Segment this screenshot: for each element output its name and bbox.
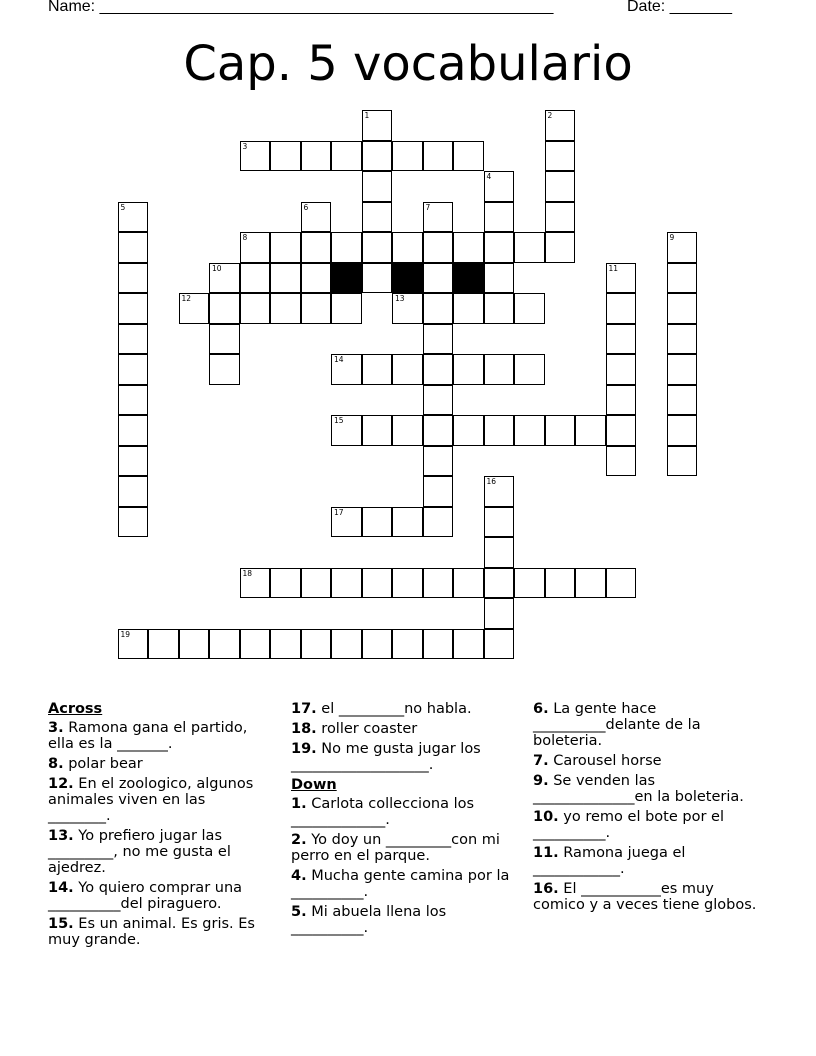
grid-blocked-cell — [453, 263, 484, 294]
grid-cell[interactable] — [240, 293, 271, 324]
grid-cell[interactable] — [606, 385, 637, 416]
grid-cell[interactable] — [606, 568, 637, 599]
grid-cell[interactable] — [545, 110, 576, 141]
clue-text: Yo quiero comprar una __________del piraguero. — [48, 880, 243, 912]
clue-number: 12 — [181, 294, 192, 303]
clue-item — [291, 868, 513, 900]
grid-cell[interactable] — [331, 507, 362, 538]
grid-cell[interactable] — [423, 446, 454, 477]
clue-number-label: 4. — [291, 868, 307, 884]
clue-number: 14 — [334, 355, 344, 364]
grid-cell[interactable] — [392, 141, 423, 172]
grid-cell[interactable] — [118, 446, 149, 477]
clue-text: Carlota collecciona los _____________. — [291, 796, 475, 828]
grid-cell[interactable] — [362, 507, 393, 538]
grid-cell[interactable] — [301, 202, 332, 233]
grid-cell[interactable] — [545, 415, 576, 446]
grid-cell[interactable] — [118, 232, 149, 263]
grid-cell[interactable] — [667, 324, 698, 355]
grid-cell[interactable] — [240, 263, 271, 294]
grid-cell[interactable] — [118, 476, 149, 507]
clue-item — [48, 720, 270, 752]
grid-cell[interactable] — [118, 202, 149, 233]
grid-cell[interactable] — [240, 568, 271, 599]
down-heading: Down — [291, 777, 337, 793]
grid-cell[interactable] — [423, 385, 454, 416]
clue-number-label: 9. — [533, 773, 549, 789]
grid-cell[interactable] — [301, 293, 332, 324]
grid-cell[interactable] — [118, 629, 149, 660]
grid-cell[interactable] — [118, 293, 149, 324]
clue-number-label: 2. — [291, 832, 307, 848]
grid-cell[interactable] — [331, 293, 362, 324]
grid-cell[interactable] — [118, 385, 149, 416]
grid-cell[interactable] — [148, 629, 179, 660]
clue-number-label: 15. — [48, 916, 74, 932]
clue-text: No me gusta jugar los ___________________. — [291, 741, 481, 773]
grid-cell[interactable] — [484, 507, 515, 538]
grid-cell[interactable] — [606, 446, 637, 477]
name-field-label[interactable]: Name: ___________________________________________________ — [48, 0, 554, 15]
clue-number-label: 10. — [533, 809, 559, 825]
clue-text: el _________no habla. — [316, 701, 472, 717]
clue-item — [533, 701, 769, 749]
clue-number: 19 — [120, 629, 131, 639]
clue-number: 5 — [120, 202, 126, 212]
clue-item — [533, 809, 769, 841]
grid-cell[interactable] — [362, 263, 393, 294]
grid-cell[interactable] — [606, 354, 637, 385]
grid-cell[interactable] — [118, 354, 149, 385]
grid-cell[interactable] — [453, 354, 484, 385]
grid-cell[interactable] — [362, 141, 393, 172]
grid-cell[interactable] — [667, 415, 698, 446]
grid-cell[interactable] — [423, 629, 454, 660]
clue-text: Carousel horse — [548, 753, 662, 769]
clue-number-label: 5. — [291, 904, 307, 920]
clue-number: 9 — [669, 233, 675, 242]
grid-cell[interactable] — [209, 324, 240, 355]
clue-item — [533, 773, 769, 805]
grid-cell[interactable] — [453, 568, 484, 599]
clue-number-label: 14. — [48, 880, 74, 896]
clue-item — [533, 753, 769, 769]
grid-cell[interactable] — [362, 171, 393, 202]
clue-number-label: 7. — [533, 753, 549, 769]
down-clue-list-continued — [533, 701, 769, 913]
grid-cell[interactable] — [423, 202, 454, 233]
grid-cell[interactable] — [484, 263, 515, 294]
grid-cell[interactable] — [270, 232, 301, 263]
clues-column-2 — [291, 701, 513, 940]
grid-cell[interactable] — [514, 354, 545, 385]
clue-text: En el zoologico, algunos animales viven en las ________. — [48, 776, 254, 824]
clue-text: Yo doy un _________con mi perro en el parque. — [291, 832, 500, 864]
grid-cell[interactable] — [423, 568, 454, 599]
grid-cell[interactable] — [392, 293, 423, 324]
grid-cell[interactable] — [331, 568, 362, 599]
grid-cell[interactable] — [545, 568, 576, 599]
clue-number: 6 — [303, 202, 309, 212]
clue-number-label: 13. — [48, 828, 74, 844]
grid-cell[interactable] — [392, 507, 423, 538]
grid-cell[interactable] — [423, 293, 454, 324]
grid-cell[interactable] — [575, 568, 606, 599]
clue-number: 11 — [608, 263, 619, 273]
grid-cell[interactable] — [301, 568, 332, 599]
grid-cell[interactable] — [423, 415, 454, 446]
grid-cell[interactable] — [484, 415, 515, 446]
grid-cell[interactable] — [209, 263, 240, 294]
clue-number-label: 11. — [533, 845, 559, 861]
grid-cell[interactable] — [606, 293, 637, 324]
date-field-label[interactable]: Date: _______ — [627, 0, 732, 15]
grid-cell[interactable] — [453, 293, 484, 324]
clue-text: Se venden las ______________en la boleteria. — [533, 773, 744, 805]
grid-cell[interactable] — [240, 232, 271, 263]
clue-item — [48, 756, 270, 772]
clue-number: 15 — [334, 416, 344, 425]
grid-cell[interactable] — [301, 629, 332, 660]
clue-number: 10 — [212, 263, 222, 273]
grid-cell[interactable] — [667, 385, 698, 416]
grid-cell[interactable] — [209, 293, 240, 324]
grid-cell[interactable] — [484, 354, 515, 385]
clue-number: 13 — [395, 294, 405, 303]
grid-cell[interactable] — [362, 568, 393, 599]
clue-number-label: 1. — [291, 796, 307, 812]
clue-item — [48, 916, 270, 948]
clue-text: roller coaster — [316, 721, 418, 737]
clues-column-3 — [533, 701, 769, 917]
grid-cell[interactable] — [331, 354, 362, 385]
grid-cell[interactable] — [667, 354, 698, 385]
grid-cell[interactable] — [453, 415, 484, 446]
clue-number: 17 — [334, 507, 344, 517]
grid-cell[interactable] — [301, 141, 332, 172]
page-title: Cap. 5 vocabulario — [183, 36, 633, 92]
clue-item — [291, 832, 513, 864]
clue-item — [48, 880, 270, 912]
grid-cell[interactable] — [270, 629, 301, 660]
grid-cell[interactable] — [667, 232, 698, 263]
grid-cell[interactable] — [392, 232, 423, 263]
grid-cell[interactable] — [240, 141, 271, 172]
clue-item — [48, 828, 270, 876]
clue-item — [48, 776, 270, 824]
across-clue-list-continued — [291, 701, 513, 773]
grid-cell[interactable] — [270, 568, 301, 599]
grid-cell[interactable] — [118, 324, 149, 355]
grid-cell[interactable] — [667, 263, 698, 294]
grid-cell[interactable] — [575, 415, 606, 446]
grid-cell[interactable] — [514, 568, 545, 599]
grid-cell[interactable] — [667, 446, 698, 477]
grid-cell[interactable] — [545, 202, 576, 233]
grid-cell[interactable] — [667, 293, 698, 324]
grid-cell[interactable] — [545, 141, 576, 172]
clue-item — [533, 845, 769, 877]
grid-cell[interactable] — [484, 476, 515, 507]
grid-cell[interactable] — [484, 537, 515, 568]
grid-cell[interactable] — [484, 629, 515, 660]
grid-cell[interactable] — [514, 293, 545, 324]
grid-cell[interactable] — [331, 232, 362, 263]
grid-cell[interactable] — [514, 415, 545, 446]
grid-cell[interactable] — [484, 171, 515, 202]
clue-number: 16 — [486, 477, 497, 486]
clue-text: yo remo el bote por el __________. — [533, 809, 724, 841]
grid-cell[interactable] — [331, 415, 362, 446]
grid-cell[interactable] — [392, 568, 423, 599]
grid-cell[interactable] — [453, 629, 484, 660]
clue-item — [291, 721, 513, 737]
clue-number: 3 — [242, 141, 248, 151]
grid-cell[interactable] — [606, 324, 637, 355]
grid-cell[interactable] — [240, 629, 271, 660]
clue-text: El ___________es muy comico y a veces tiene globos. — [533, 881, 757, 913]
clue-item — [291, 701, 513, 717]
grid-cell[interactable] — [392, 629, 423, 660]
clue-number-label: 6. — [533, 701, 549, 717]
grid-cell[interactable] — [362, 232, 393, 263]
grid-cell[interactable] — [453, 141, 484, 172]
clue-text: Ramona gana el partido, ella es la _______. — [48, 720, 248, 752]
grid-cell[interactable] — [545, 232, 576, 263]
grid-cell[interactable] — [209, 354, 240, 385]
across-heading: Across — [48, 701, 103, 717]
grid-cell[interactable] — [423, 324, 454, 355]
grid-cell[interactable] — [423, 232, 454, 263]
clue-text: polar bear — [63, 756, 143, 772]
grid-blocked-cell — [392, 263, 423, 294]
down-clue-list — [291, 796, 513, 936]
clue-item — [533, 881, 769, 913]
across-clue-list — [48, 720, 270, 948]
clue-number: 8 — [242, 233, 248, 242]
grid-cell[interactable] — [484, 202, 515, 233]
grid-cell[interactable] — [118, 263, 149, 294]
clue-number: 2 — [547, 111, 553, 120]
grid-cell[interactable] — [545, 171, 576, 202]
grid-cell[interactable] — [392, 354, 423, 385]
grid-cell[interactable] — [301, 263, 332, 294]
clue-number-label: 8. — [48, 756, 64, 772]
grid-cell[interactable] — [484, 232, 515, 263]
grid-cell[interactable] — [331, 629, 362, 660]
clue-number-label: 17. — [291, 701, 317, 717]
grid-cell[interactable] — [270, 263, 301, 294]
grid-cell[interactable] — [362, 415, 393, 446]
clue-text: Yo prefiero jugar las _________, no me gusta el ajedrez. — [48, 828, 231, 876]
clue-number: 4 — [486, 172, 492, 181]
grid-cell[interactable] — [392, 415, 423, 446]
grid-cell[interactable] — [179, 629, 210, 660]
grid-cell[interactable] — [423, 354, 454, 385]
clue-text: La gente hace __________delante de la boleteria. — [533, 701, 701, 749]
clue-number-label: 18. — [291, 721, 317, 737]
grid-blocked-cell — [331, 263, 362, 294]
grid-cell[interactable] — [453, 232, 484, 263]
clue-text: Mi abuela llena los __________. — [291, 904, 447, 936]
grid-cell[interactable] — [118, 507, 149, 538]
clue-number-label: 16. — [533, 881, 559, 897]
clue-number: 7 — [425, 202, 431, 212]
clue-number-label: 3. — [48, 720, 64, 736]
grid-cell[interactable] — [606, 263, 637, 294]
clue-number: 1 — [364, 111, 370, 120]
grid-cell[interactable] — [179, 293, 210, 324]
grid-cell[interactable] — [301, 232, 332, 263]
grid-cell[interactable] — [423, 507, 454, 538]
clue-item — [291, 741, 513, 773]
clue-number-label: 12. — [48, 776, 74, 792]
grid-cell[interactable] — [484, 568, 515, 599]
clue-item — [291, 904, 513, 936]
clue-number-label: 19. — [291, 741, 317, 757]
grid-cell[interactable] — [362, 354, 393, 385]
clues-column-1 — [48, 701, 270, 952]
grid-cell[interactable] — [423, 141, 454, 172]
grid-cell[interactable] — [606, 415, 637, 446]
grid-cell[interactable] — [484, 598, 515, 629]
grid-cell[interactable] — [118, 415, 149, 446]
grid-cell[interactable] — [362, 202, 393, 233]
clue-text: Mucha gente camina por la __________. — [291, 868, 510, 900]
grid-cell[interactable] — [362, 110, 393, 141]
clue-number: 18 — [242, 568, 253, 578]
grid-cell[interactable] — [270, 141, 301, 172]
grid-cell[interactable] — [423, 263, 454, 294]
clue-text: Ramona juega el ____________. — [533, 845, 686, 877]
grid-cell[interactable] — [331, 141, 362, 172]
clue-item — [291, 796, 513, 828]
grid-cell[interactable] — [423, 476, 454, 507]
grid-cell[interactable] — [514, 232, 545, 263]
grid-cell[interactable] — [484, 293, 515, 324]
grid-cell[interactable] — [270, 293, 301, 324]
grid-cell[interactable] — [362, 629, 393, 660]
clue-text: Es un animal. Es gris. Es muy grande. — [48, 916, 255, 948]
grid-cell[interactable] — [209, 629, 240, 660]
